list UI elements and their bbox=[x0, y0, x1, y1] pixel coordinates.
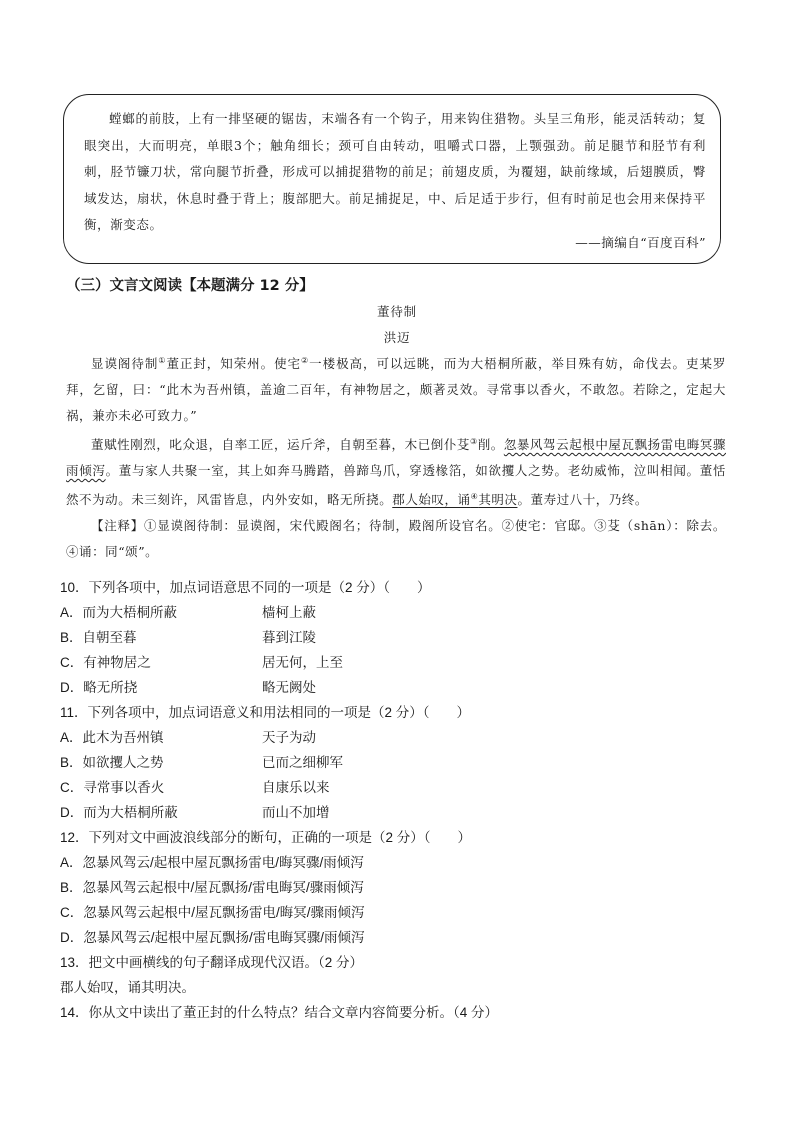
underlined-sentence bbox=[392, 492, 517, 507]
option-text: D．略无所挠 bbox=[60, 680, 138, 695]
option-text: B．自朝至暮 bbox=[60, 630, 137, 645]
wavy-underlined-sentence: 忽暴风驾云起根中屋瓦飘扬雷电晦冥骤雨倾泻 bbox=[66, 437, 726, 478]
passage-text: 董赋性刚烈，叱众退，自率工匠，运斤斧，自朝至暮，木已倒仆芟 bbox=[91, 437, 470, 452]
note-marker: ① bbox=[158, 356, 167, 365]
passage-paragraph-2 bbox=[66, 429, 726, 513]
option-compare: 已而之细柳军 bbox=[262, 755, 343, 770]
option-compare: 樯柯上蔽 bbox=[262, 605, 316, 620]
note-marker: ③ bbox=[469, 437, 478, 446]
q12-option-b: B．忽暴风驾云起根中/屋瓦飘扬/雷电晦冥/骤雨倾泻 bbox=[60, 880, 364, 895]
q10-option-a bbox=[60, 600, 740, 625]
q11-option-b bbox=[60, 750, 740, 775]
q11-option-a bbox=[60, 725, 740, 750]
article-title: 董待制 bbox=[377, 304, 417, 319]
option-text: A．此木为吾州镇 bbox=[60, 730, 164, 745]
question-11: 11．下列各项中，加点词语意义和用法相同的一项是（2 分）（ ） bbox=[60, 705, 471, 720]
question-13: 13．把文中画横线的句子翻译成现代汉语。（2 分） bbox=[60, 955, 364, 970]
passage-text: 一楼极高，可以远眺，而为大梧桐所蔽，举目殊有妨，命伐去。吏某罗拜，乞留，曰：“此木为吾州镇，盖逾二百年，有神物居之，颇著灵效。寻常事以香火，不敢忽。若除之，定起大祸，兼亦未必可致力。” bbox=[66, 356, 726, 423]
q10-option-b bbox=[60, 625, 740, 650]
option-text: A．而为大梧桐所蔽 bbox=[60, 605, 178, 620]
passage-text: 。董与家人共聚一室，其上如奔马腾踏，兽蹄鸟爪，穿透椽箔，如欲攫人之势。老幼威怖，泣叫相闻。董恬然不为动。未三刻许，风雷皆息，内外安如，略无所挠。 bbox=[66, 463, 726, 507]
note-marker: ② bbox=[301, 356, 310, 365]
option-compare: 而山不加增 bbox=[262, 805, 330, 820]
option-compare: 暮到江陵 bbox=[262, 630, 316, 645]
article-author: 洪迈 bbox=[383, 330, 411, 345]
option-compare: 略无阙处 bbox=[262, 680, 316, 695]
excerpt-text bbox=[84, 106, 706, 239]
q12-option-d: D．忽暴风驾云/起根中屋瓦飘扬/雷电晦冥骤/雨倾泻 bbox=[60, 930, 365, 945]
underlined-text: 其明决 bbox=[478, 492, 518, 507]
q10-option-c bbox=[60, 650, 740, 675]
q13-sentence: 郡人始叹，诵其明决。 bbox=[60, 980, 195, 995]
option-compare: 自康乐以来 bbox=[262, 780, 330, 795]
passage-notes: 【注释】①显谟阁待制：显谟阁，宋代殿阁名；待制，殿阁所设官名。②使宅：官邸。③芟（shān）：除去。④诵：同“颂”。 bbox=[66, 518, 726, 559]
passage-text: 。董寿过八十，乃终。 bbox=[517, 492, 648, 507]
option-compare: 天子为动 bbox=[262, 730, 316, 745]
q12-option-c: C．忽暴风驾云起根中/屋瓦飘扬雷电/晦冥/骤雨倾泻 bbox=[60, 905, 365, 920]
section-heading: （三）文言文阅读【本题满分 12 分】 bbox=[66, 278, 314, 294]
passage-paragraph-1 bbox=[66, 348, 726, 429]
option-text: C．有神物居之 bbox=[60, 655, 151, 670]
option-text: B．如欲攫人之势 bbox=[60, 755, 164, 770]
q11-option-d bbox=[60, 800, 740, 825]
excerpt-source: ——摘编自“百度百科” bbox=[575, 235, 706, 250]
passage bbox=[66, 348, 726, 565]
option-text: C．寻常事以香火 bbox=[60, 780, 165, 795]
passage-text: 显谟阁待制 bbox=[91, 356, 159, 371]
questions bbox=[60, 575, 740, 1025]
question-12: 12．下列对文中画波浪线部分的断句，正确的一项是（2 分）（ ） bbox=[60, 830, 472, 845]
option-compare: 居无何，上至 bbox=[262, 655, 343, 670]
note-marker: ④ bbox=[470, 492, 479, 501]
q10-option-d bbox=[60, 675, 740, 700]
passage-text: 董正封，知荣州。使宅 bbox=[166, 356, 302, 371]
q11-option-c bbox=[60, 775, 740, 800]
underlined-text: 郡人始叹，诵 bbox=[392, 492, 471, 507]
question-10: 10．下列各项中，加点词语意思不同的一项是（2 分）（ ） bbox=[60, 580, 431, 595]
q12-option-a: A．忽暴风驾云/起根中屋瓦飘扬雷电/晦冥骤/雨倾泻 bbox=[60, 855, 364, 870]
excerpt-paragraph: 螳螂的前肢，上有一排坚硬的锯齿，末端各有一个钩子，用来钩住猎物。头呈三角形，能灵活转动；复眼突出，大而明亮，单眼3个；触角细长；颈可自由转动，咀嚼式口器，上颚强劲。前足腿节和胫节有利刺，胫节镰刀状，常向腿节折叠，形成可以捕捉猎物的前足；前翅皮质，为覆翅，缺前缘域，后翅膜质，臀域发达，扇状，休息时叠于背上；腹部肥大。前足捕捉足，中、后足适于步行，但有时前足也会用来保持平衡，渐变态。 bbox=[84, 111, 706, 232]
passage-text: 削。 bbox=[477, 437, 504, 452]
option-text: D．而为大梧桐所蔽 bbox=[60, 805, 178, 820]
question-14: 14．你从文中读出了董正封的什么特点？结合文章内容简要分析。（4 分） bbox=[60, 1005, 499, 1020]
